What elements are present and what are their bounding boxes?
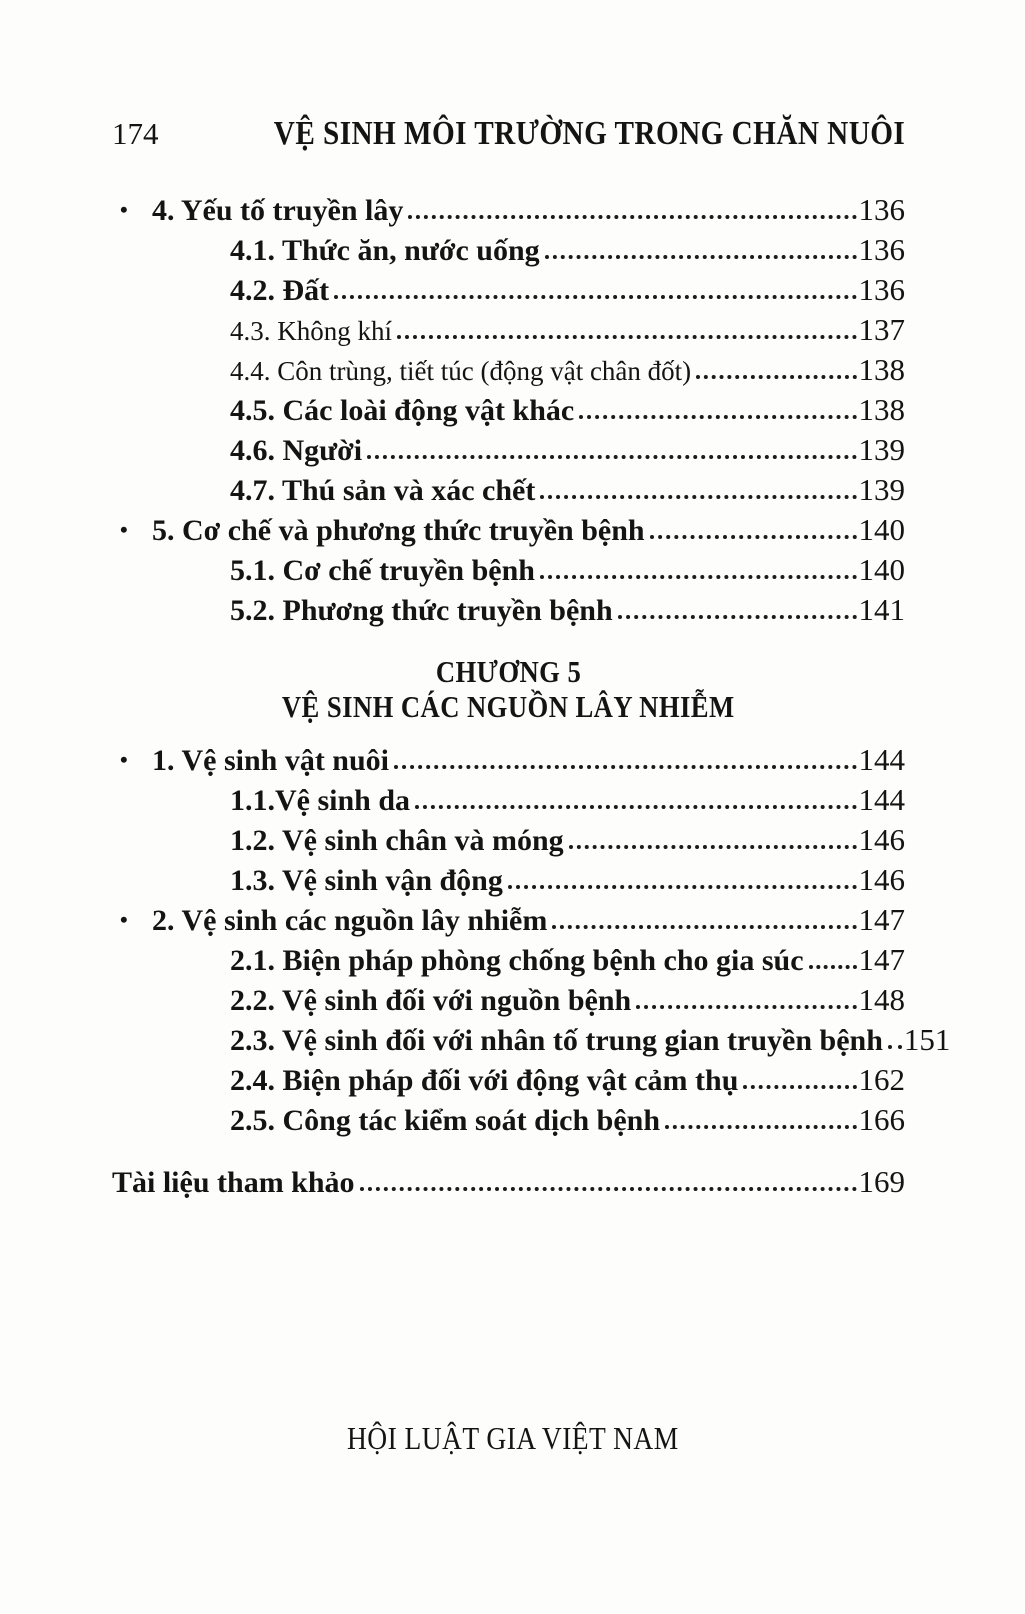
dot-leader [552, 925, 856, 929]
toc-entry-label: 4.2. Đất [230, 274, 330, 307]
toc-entry-label: 2.1. Biện pháp phòng chống bệnh cho gia súc [230, 944, 804, 977]
toc-entry-label: 2.4. Biện pháp đối với động vật cảm thụ [230, 1064, 739, 1097]
dot-leader [397, 335, 857, 339]
chapter-number-text: CHƯƠNG 5 [435, 654, 582, 689]
toc-entry-label: 4.6. Người [230, 434, 363, 467]
dot-leader [809, 965, 857, 969]
toc-entry [112, 230, 905, 270]
toc-entry-page: 141 [858, 592, 905, 627]
toc-entry-label: 4.5. Các loài động vật khác [230, 394, 575, 427]
toc-entry [112, 390, 905, 430]
dot-leader [743, 1085, 856, 1089]
toc-entry [112, 860, 905, 900]
toc-entry [112, 980, 905, 1020]
page-footer [0, 1418, 1025, 1458]
toc-entry-page: 136 [858, 232, 905, 267]
toc-entry-page: 137 [858, 312, 905, 347]
folio-page-number: 174 [112, 116, 159, 151]
toc-entry-label: 4. Yếu tố truyền lây [152, 194, 404, 227]
toc-entry-page: 166 [858, 1102, 905, 1137]
toc-entry [112, 740, 905, 780]
toc-entry-page: 169 [858, 1164, 905, 1199]
toc-entry [112, 430, 905, 470]
toc-entry [112, 350, 905, 390]
toc-entry-page: 140 [858, 552, 905, 587]
toc-entry [112, 900, 905, 940]
toc-entry-label: 5.1. Cơ chế truyền bệnh [230, 554, 535, 587]
dot-leader [367, 455, 856, 459]
toc-entry-page: 146 [858, 862, 905, 897]
dot-leader [334, 295, 856, 299]
toc-entry-page: 144 [858, 742, 905, 777]
toc-section-2 [112, 740, 951, 1140]
toc-entry-label: 2.5. Công tác kiểm soát dịch bệnh [230, 1104, 661, 1137]
toc-entry-label: 2.2. Vệ sinh đối với nguồn bệnh [230, 984, 632, 1017]
toc-entry-label: 4.4. Côn trùng, tiết túc (động vật chân đốt) [230, 356, 692, 386]
toc-entry [112, 270, 905, 310]
bullet-icon: • [120, 907, 128, 932]
toc-entry-label: 1. Vệ sinh vật nuôi [152, 744, 390, 777]
dot-leader [360, 1187, 857, 1191]
toc-entry-page: 140 [858, 512, 905, 547]
dot-leader [394, 765, 856, 769]
toc-entry-label: 2. Vệ sinh các nguồn lây nhiễm [152, 904, 548, 937]
chapter-title-text: VỆ SINH CÁC NGUỒN LÂY NHIỄM [282, 689, 735, 724]
running-title: VỆ SINH MÔI TRƯỜNG TRONG CHĂN NUÔI [273, 115, 905, 152]
toc-entry [112, 780, 905, 820]
toc-entry-label: 4.1. Thức ăn, nước uống [230, 234, 540, 267]
toc-entry-page: 148 [858, 982, 905, 1017]
toc-entry [112, 190, 905, 230]
toc-entry-page: 138 [858, 352, 905, 387]
dot-leader [650, 535, 857, 539]
toc-entry-label: 1.3. Vệ sinh vận động [230, 864, 503, 897]
toc-entry [112, 820, 905, 860]
toc-entry-page: 162 [858, 1062, 905, 1097]
toc-entry-page: 136 [858, 272, 905, 307]
dot-leader [665, 1125, 856, 1129]
bullet-icon: • [120, 747, 128, 772]
toc-entry [112, 1060, 905, 1100]
toc-entry-label: 1.2. Vệ sinh chân và móng [230, 824, 564, 857]
toc-entry-page: 139 [858, 472, 905, 507]
toc-entry-page: 147 [858, 942, 905, 977]
toc-entry-page: 139 [858, 432, 905, 467]
toc-entry-page: 147 [858, 902, 905, 937]
toc-entry-label: 1.1.Vệ sinh da [230, 784, 411, 817]
toc-entry-page: 138 [858, 392, 905, 427]
toc-entry [112, 1020, 951, 1060]
toc-entry [112, 550, 905, 590]
toc-section-1 [112, 190, 905, 630]
toc-entry-page: 146 [858, 822, 905, 857]
chapter-number-line [112, 654, 905, 689]
dot-leader [888, 1045, 902, 1049]
toc-entry-label: 2.3. Vệ sinh đối với nhân tố trung gian truyền bệnh [230, 1024, 883, 1057]
dot-leader [636, 1005, 856, 1009]
toc-entry [112, 1162, 905, 1202]
toc-entry [112, 510, 905, 550]
toc-entry-page: 136 [858, 192, 905, 227]
bullet-icon: • [120, 197, 128, 222]
publisher-name: HỘI LUẬT GIA VIỆT NAM [346, 1420, 679, 1456]
toc-entry-label: 5.2. Phương thức truyền bệnh [230, 594, 613, 627]
dot-leader [569, 845, 857, 849]
dot-leader [545, 255, 857, 259]
toc-entry-label: 4.3. Không khí [230, 316, 392, 346]
bullet-icon: • [120, 517, 128, 542]
toc-entry-page: 151 [903, 1022, 951, 1057]
toc-entry-label: 5. Cơ chế và phương thức truyền bệnh [152, 514, 645, 547]
dot-leader [415, 805, 856, 809]
toc-entry [112, 470, 905, 510]
references-block [112, 1162, 905, 1202]
dot-leader [540, 495, 856, 499]
chapter-title-line [112, 689, 905, 724]
dot-leader [508, 885, 857, 889]
toc-entry [112, 590, 905, 630]
toc-entry [112, 940, 905, 980]
chapter-heading [112, 654, 905, 724]
toc-entry-label: 4.7. Thú sản và xác chết [230, 474, 536, 507]
dot-leader [579, 415, 856, 419]
dot-leader [618, 615, 857, 619]
dot-leader [696, 375, 856, 379]
toc-entry [112, 310, 905, 350]
toc-entry-label: Tài liệu tham khảo [112, 1166, 355, 1199]
page-header [112, 112, 905, 156]
dot-leader [408, 215, 856, 219]
toc-entry-page: 144 [858, 782, 905, 817]
dot-leader [540, 575, 857, 579]
toc-entry [112, 1100, 905, 1140]
